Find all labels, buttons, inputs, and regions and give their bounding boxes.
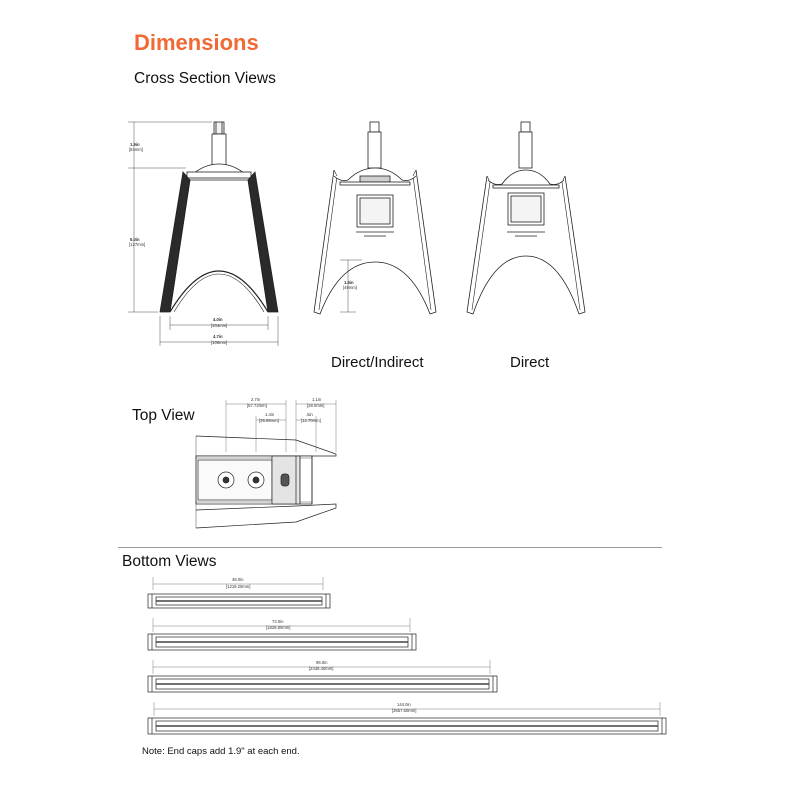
top-dim-3-mm: [28.0mm]	[307, 403, 325, 408]
direct-label: Direct	[510, 354, 550, 371]
bottom-72-length-mm: [1828.80mm]	[266, 625, 291, 630]
end-cap-note: Note: End caps add 1.9" at each end.	[142, 746, 300, 757]
bottom-144-length-mm: [3657.60mm]	[392, 708, 417, 713]
bottom-views-title: Bottom Views	[122, 553, 217, 570]
bottom-48-length: 48.0in	[232, 577, 244, 582]
dim-body-height: 5.0in	[130, 237, 140, 242]
dim-outer-width-mm: [108mm]	[211, 340, 228, 345]
top-dim-1: 2.7in	[251, 397, 261, 402]
section-divider	[118, 547, 662, 548]
dim-direct-indirect-mm: [49mm]	[343, 285, 357, 290]
top-dim-2: 1.4in	[265, 412, 275, 417]
page-title: Dimensions	[134, 30, 259, 55]
dim-top-height-mm: [84mm]	[129, 147, 143, 152]
bottom-48-length-mm: [1219.20mm]	[226, 584, 251, 589]
dim-outer-width: 4.7in	[213, 334, 223, 339]
cross-section-direct	[467, 122, 585, 314]
bottom-144-length: 144.0in	[397, 702, 411, 707]
dim-inner-width-mm: [104mm]	[211, 323, 228, 328]
bottom-72-length: 72.0in	[272, 619, 284, 624]
dim-inner-width: 4.0in	[213, 317, 223, 322]
dim-top-height: 1.9in	[130, 142, 140, 147]
dim-direct-indirect: 1.9in	[344, 280, 354, 285]
bottom-96-length-mm: [2438.40mm]	[309, 666, 334, 671]
top-dim-3: 1.1in	[312, 397, 322, 402]
cross-section-dimensioned	[128, 122, 278, 346]
top-dim-1-mm: [67.72mm]	[247, 403, 267, 408]
top-dim-4: .5in	[306, 412, 313, 417]
cross-section-title: Cross Section Views	[134, 70, 276, 87]
dim-body-height-mm: [127mm]	[129, 242, 146, 247]
direct-indirect-label: Direct/Indirect	[331, 354, 424, 371]
top-dim-2-mm: [35.56mm]	[259, 418, 279, 423]
top-view-title: Top View	[132, 407, 195, 424]
top-dim-4-mm: [12.70mm]	[301, 418, 321, 423]
bottom-96-length: 96.0in	[316, 660, 328, 665]
cross-section-direct-indirect	[314, 122, 436, 314]
